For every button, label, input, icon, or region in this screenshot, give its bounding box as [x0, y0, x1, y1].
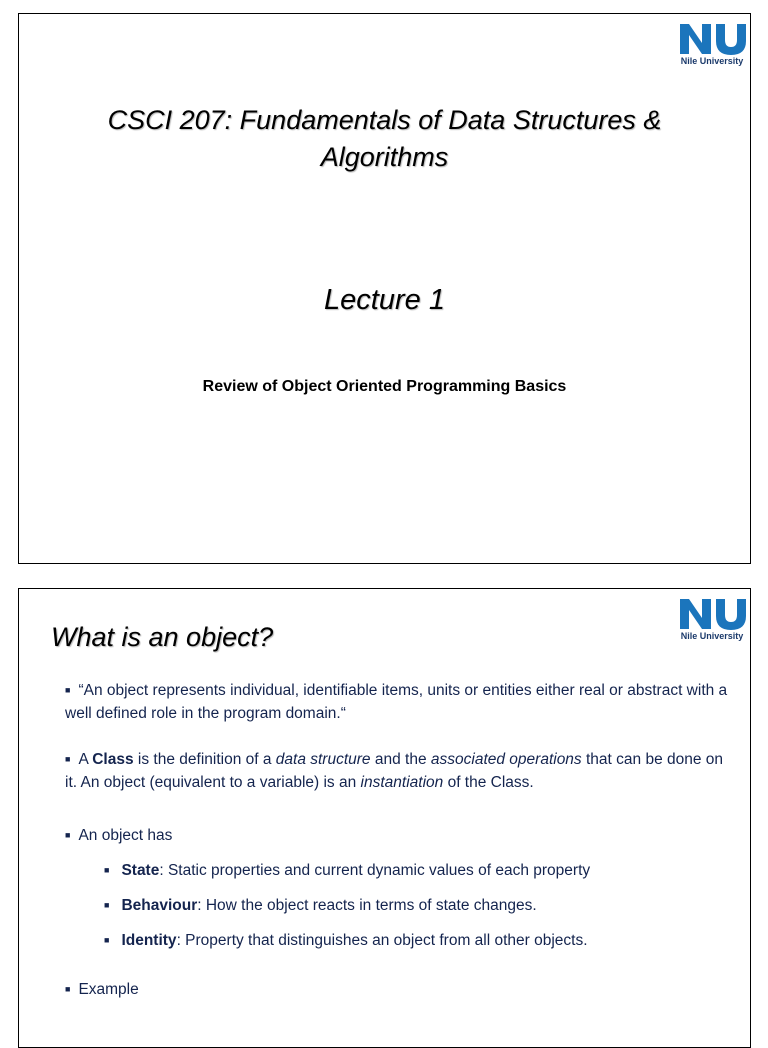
class-term: Class — [92, 751, 134, 768]
lecture-title: Lecture 1 — [324, 284, 445, 316]
property-state — [65, 859, 728, 882]
property-term: State — [121, 862, 160, 879]
class-text-5: of the Class. — [443, 774, 534, 791]
class-text-4: that can be done on it. An object (equivalent to a variable) is an — [65, 751, 724, 791]
class-text-3: and the — [370, 751, 431, 768]
data-structure-term: data structure — [275, 751, 371, 768]
nile-university-logo — [676, 593, 748, 649]
bullet-icon: ■ — [65, 685, 71, 695]
logo-text: Nile University — [680, 56, 744, 66]
property-desc: : Static properties and current dynamic values of each property — [159, 862, 591, 879]
quote-text: “An object represents individual, identifiable items, units or entities either real or abstract with a well defined role in the program domain.“ — [65, 682, 728, 722]
property-desc: : Property that distinguishes an object from all other objects. — [176, 932, 588, 949]
example-text: Example — [78, 981, 139, 998]
sub-bullet-icon: ■ — [104, 865, 110, 875]
property-desc: : How the object reacts in terms of state changes. — [197, 897, 537, 914]
associated-operations-term: associated operations — [430, 751, 582, 768]
course-title: CSCI 207: Fundamentals of Data Structures & Algorithms — [107, 105, 662, 172]
sub-bullet-icon: ■ — [104, 900, 110, 910]
bullet-class-definition — [37, 748, 728, 794]
property-identity — [65, 929, 728, 952]
class-text-1: A — [78, 751, 93, 768]
bullet-icon: ■ — [65, 984, 71, 994]
bullet-icon: ■ — [65, 754, 71, 764]
nile-university-logo — [676, 18, 748, 74]
bullet-object-has — [65, 824, 728, 847]
property-term: Behaviour — [121, 897, 198, 914]
nu-logo-mark — [676, 18, 748, 56]
object-has-text: An object has — [78, 827, 173, 844]
property-behaviour — [65, 894, 728, 917]
logo-text: Nile University — [680, 631, 744, 641]
bullet-example — [65, 978, 728, 1001]
instantiation-term: instantiation — [360, 774, 444, 791]
class-text-2: is the definition of a — [133, 751, 276, 768]
property-term: Identity — [121, 932, 177, 949]
content-slide — [18, 588, 751, 1048]
lecture-subtitle: Review of Object Oriented Programming Basics — [202, 378, 567, 395]
slide-heading: What is an object? — [51, 622, 274, 652]
bullet-icon: ■ — [65, 830, 71, 840]
bullet-list — [65, 679, 728, 1001]
nu-logo-mark — [676, 593, 748, 631]
title-slide — [18, 13, 751, 564]
bullet-quote — [37, 679, 728, 725]
sub-bullet-icon: ■ — [104, 935, 110, 945]
